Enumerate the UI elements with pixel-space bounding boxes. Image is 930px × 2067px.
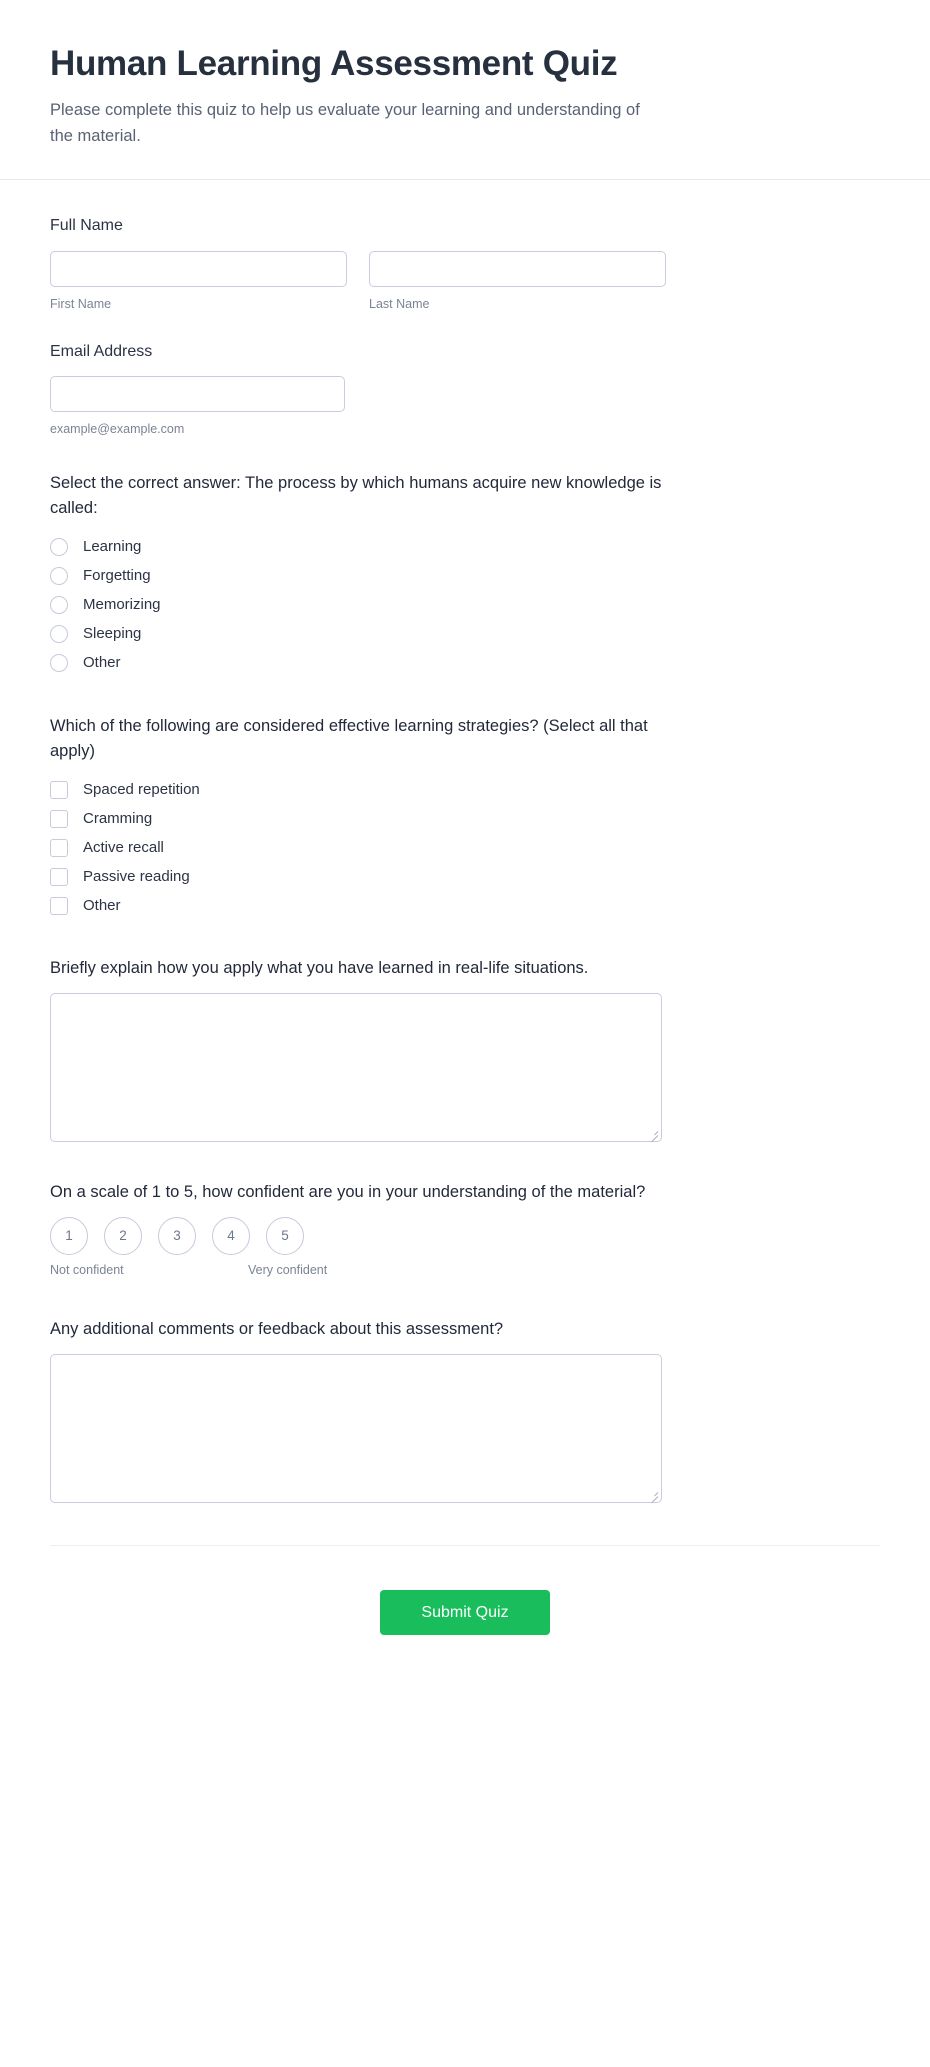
last-name-input[interactable]: [369, 251, 666, 287]
checkbox-option-label: Active recall: [83, 838, 164, 856]
q2-option-list: [50, 775, 880, 920]
checkbox-square-icon: [50, 868, 68, 886]
scale-captions: [50, 1263, 350, 1283]
radio-option-memorizing[interactable]: [50, 591, 880, 620]
checkbox-square-icon: [50, 810, 68, 828]
scale-option-4[interactable]: 4: [212, 1217, 250, 1255]
q3-textarea-box: [50, 993, 662, 1142]
scale-option-3[interactable]: 3: [158, 1217, 196, 1255]
first-name-column: [50, 251, 347, 312]
radio-circle-icon: [50, 567, 68, 585]
full-name-label: Full Name: [50, 217, 123, 235]
q5-textarea-box: [50, 1354, 662, 1503]
application-textarea[interactable]: [50, 993, 662, 1142]
radio-option-label: Sleeping: [83, 625, 142, 643]
checkbox-option-other[interactable]: [50, 891, 880, 920]
radio-circle-icon: [50, 654, 68, 672]
form-body: [0, 180, 930, 1694]
q4-label: On a scale of 1 to 5, how confident are you in your understanding of the material?: [50, 1183, 646, 1201]
radio-circle-icon: [50, 596, 68, 614]
page-title: Human Learning Assessment Quiz: [50, 44, 618, 83]
radio-option-label: Learning: [83, 538, 142, 556]
confidence-scale-row: [50, 1217, 880, 1255]
radio-option-label: Other: [83, 654, 121, 672]
scale-caption-low: Not confident: [50, 1262, 124, 1277]
q1-label: Select the correct answer: The process by which humans acquire new knowledge is called:: [50, 474, 662, 517]
email-input[interactable]: [50, 376, 345, 412]
scale-caption-high: Very confident: [248, 1262, 328, 1277]
checkbox-option-label: Cramming: [83, 809, 153, 827]
full-name-input-row: [50, 251, 880, 312]
question-scale-confidence: [50, 1180, 880, 1283]
radio-option-learning[interactable]: [50, 533, 880, 562]
q2-label: Which of the following are considered effective learning strategies? (Select all that apply): [50, 716, 648, 760]
email-sublabel: example@example.com: [50, 422, 185, 436]
first-name-input[interactable]: [50, 251, 347, 287]
checkbox-option-passive-reading[interactable]: [50, 862, 880, 891]
checkbox-option-cramming[interactable]: [50, 804, 880, 833]
checkbox-option-label: Passive reading: [83, 867, 190, 885]
radio-option-other[interactable]: [50, 649, 880, 678]
form-header: [0, 0, 930, 180]
question-checkbox-strategies: [50, 714, 880, 921]
q5-label: Any additional comments or feedback about this assessment?: [50, 1319, 504, 1338]
checkbox-option-label: Other: [83, 896, 121, 914]
field-email: [50, 340, 880, 437]
question-textarea-comments: [50, 1317, 880, 1503]
radio-option-sleeping[interactable]: [50, 620, 880, 649]
email-label: Email Address: [50, 342, 153, 360]
checkbox-square-icon: [50, 839, 68, 857]
scale-option-1[interactable]: 1: [50, 1217, 88, 1255]
submit-quiz-button[interactable]: Submit Quiz: [380, 1590, 550, 1635]
page-subtitle: Please complete this quiz to help us evaluate your learning and understanding of the material.: [50, 101, 640, 145]
checkbox-option-label: Spaced repetition: [83, 780, 200, 798]
scale-option-2[interactable]: 2: [104, 1217, 142, 1255]
radio-circle-icon: [50, 538, 68, 556]
q3-label: Briefly explain how you apply what you have learned in real-life situations.: [50, 959, 589, 978]
checkbox-option-active-recall[interactable]: [50, 833, 880, 862]
checkbox-square-icon: [50, 897, 68, 915]
comments-textarea[interactable]: [50, 1354, 662, 1503]
q1-option-list: [50, 533, 880, 678]
radio-option-label: Memorizing: [83, 596, 161, 614]
question-textarea-application: [50, 956, 880, 1142]
first-name-sublabel: First Name: [50, 296, 112, 311]
last-name-column: [369, 251, 666, 312]
radio-option-forgetting[interactable]: [50, 562, 880, 591]
radio-circle-icon: [50, 625, 68, 643]
last-name-sublabel: Last Name: [369, 296, 430, 311]
field-full-name: [50, 214, 880, 311]
form-footer: [50, 1545, 880, 1695]
checkbox-option-spaced-repetition[interactable]: [50, 775, 880, 804]
scale-option-5[interactable]: 5: [266, 1217, 304, 1255]
radio-option-label: Forgetting: [83, 567, 151, 585]
question-radio-knowledge: [50, 471, 880, 678]
checkbox-square-icon: [50, 781, 68, 799]
